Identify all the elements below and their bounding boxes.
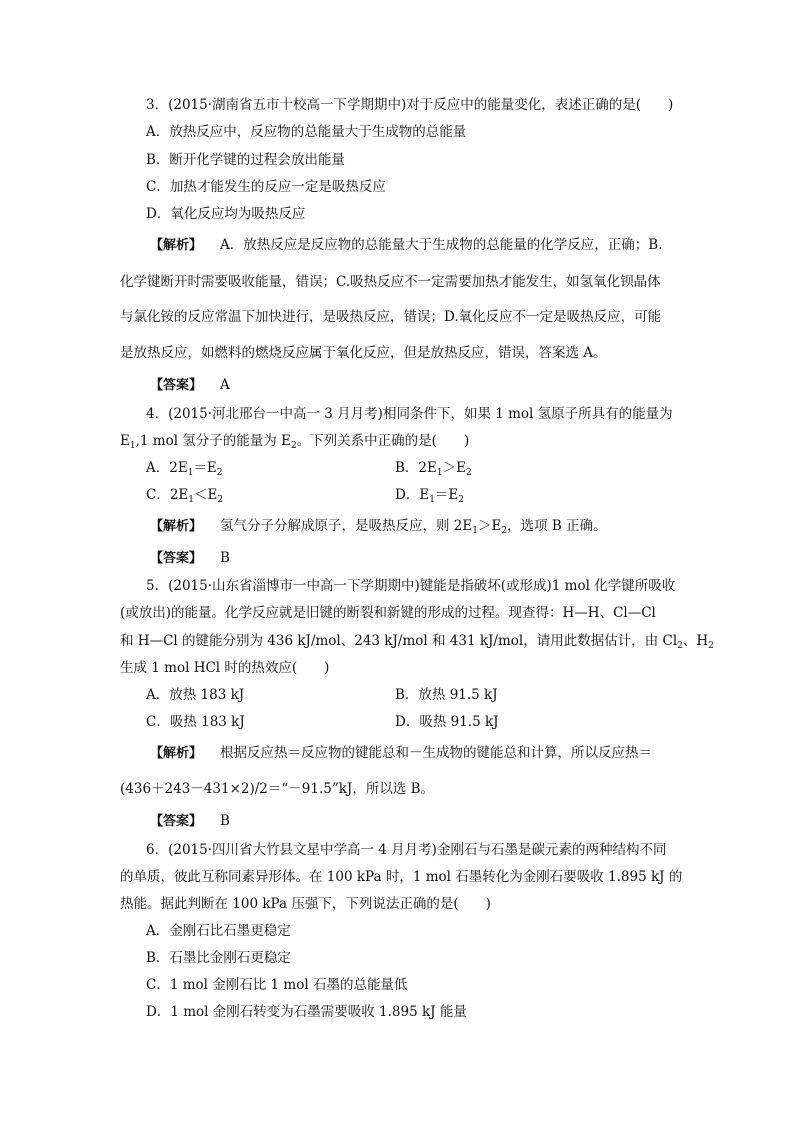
- q4-option-c: C．$2E_1<E_2$: [146, 487, 224, 505]
- q6-option-d: D．1 mol 金刚石转变为石墨需要吸收 1.895 kJ 能量: [146, 1004, 467, 1020]
- q4-stem-line-2: $E_1,1$ mol 氢分子的能量为 $E_2$。下列关系中正确的是( ): [120, 433, 470, 451]
- q5-option-d: D．吸热 91.5 kJ: [395, 714, 499, 730]
- q6-option-b: B．石墨比金刚石更稳定: [146, 950, 291, 966]
- q3-option-d: D．氧化反应均为吸热反应: [146, 206, 306, 222]
- q5-analysis-line-1: 【解析】 根据反应热＝反应物的键能总和－生成物的键能总和计算，所以反应热＝: [150, 745, 653, 761]
- answer-label: 【答案】: [150, 378, 203, 393]
- q3-option-c: C．加热才能发生的反应一定是吸热反应: [146, 179, 386, 195]
- q5-answer-value: B: [220, 813, 230, 829]
- q3-analysis-line-1: [150, 235, 662, 256]
- q3-option-b: B．断开化学键的过程会放出能量: [146, 152, 345, 168]
- q6-option-a: A．金刚石比石墨更稳定: [146, 923, 291, 939]
- answer-label: 【答案】: [150, 551, 203, 566]
- analysis-label: 【解析】: [150, 746, 203, 761]
- q4-answer-value: B: [220, 550, 230, 566]
- q3-analysis-text-1: A．放热反应是反应物的总能量大于生成物的总能量的化学反应，正确；B.: [220, 237, 663, 253]
- q5-option-a: A．放热 183 kJ: [146, 687, 245, 703]
- q6-stem-line-1: 6．(2015·四川省大竹县文星中学高一 4 月月考)金刚石与石墨是碳元素的两种结构不同: [146, 842, 667, 858]
- q6-stem-line-2: 的单质，彼此互称同素异形体。在 100 kPa 时，1 mol 石墨转化为金刚石要吸收 1.895 kJ 的: [120, 869, 683, 885]
- q3-stem: 3．(2015·湖南省五市十校高一下学期期中)对于反应中的能量变化，表述正确的是( ): [146, 97, 674, 113]
- q5-option-b: B．放热 91.5 kJ: [395, 687, 498, 703]
- q3-option-a: A．放热反应中，反应物的总能量大于生成物的总能量: [146, 124, 467, 140]
- q4-answer: [150, 548, 230, 569]
- q5-stem-line-3: 和 H—Cl 的键能分别为 436 kJ/mol、243 kJ/mol 和 431 kJ/mol，请用此数据估计，由 $Cl_2$、$H_2$: [120, 633, 714, 651]
- q4-option-b: B．$2E_1>E_2$: [395, 460, 472, 478]
- q3-answer: [150, 375, 230, 396]
- q5-stem-line-1: 5．(2015·山东省淄博市一中高一下学期期中)键能是指破坏(或形成)1 mol 化学键所吸收: [146, 578, 676, 594]
- q5-analysis-line-2: (436＋243－431×2)/2＝“－91.5”kJ，所以选 B。: [120, 781, 435, 797]
- q5-option-c: C．吸热 183 kJ: [146, 714, 245, 730]
- q4-option-a: A．$2E_1=E_2$: [146, 460, 223, 478]
- q4-option-d: D．$E_1=E_2$: [395, 487, 465, 505]
- q4-stem-line-1: 4．(2015·河北邢台一中高一 3 月月考)相同条件下，如果 1 mol 氢原子所具有的能量为: [146, 406, 673, 422]
- analysis-label: 【解析】: [150, 238, 203, 253]
- q3-analysis-line-3: 与氯化铵的反应常温下加快进行，是吸热反应，错误；D.氧化反应不一定是吸热反应，可能: [120, 309, 662, 325]
- q3-analysis-line-4: 是放热反应，如燃料的燃烧反应属于氧化反应，但是放热反应，错误，答案选 A。: [120, 345, 607, 361]
- answer-label: 【答案】: [150, 814, 203, 829]
- q3-answer-value: A: [220, 377, 230, 393]
- q4-analysis: 【解析】 氢气分子分解成原子，是吸热反应，则 $2E_1>E_2$，选项 B 正确。: [150, 518, 607, 536]
- q6-stem-line-3: 热能。据此判断在 100 kPa 压强下，下列说法正确的是( ): [120, 896, 491, 912]
- q5-answer: [150, 811, 230, 832]
- q3-analysis-line-2: 化学键断开时需要吸收能量，错误；C.吸热反应不一定需要加热才能发生，如氢氧化钡晶体: [120, 274, 661, 290]
- q5-stem-line-2: (或放出)的能量。化学反应就是旧键的断裂和新键的形成的过程。现查得：H—H、Cl—Cl: [120, 605, 656, 621]
- q5-stem-line-4: 生成 1 mol HCl 时的热效应( ): [120, 660, 330, 676]
- analysis-label: 【解析】: [150, 519, 203, 534]
- q6-option-c: C．1 mol 金刚石比 1 mol 石墨的总能量低: [146, 977, 408, 993]
